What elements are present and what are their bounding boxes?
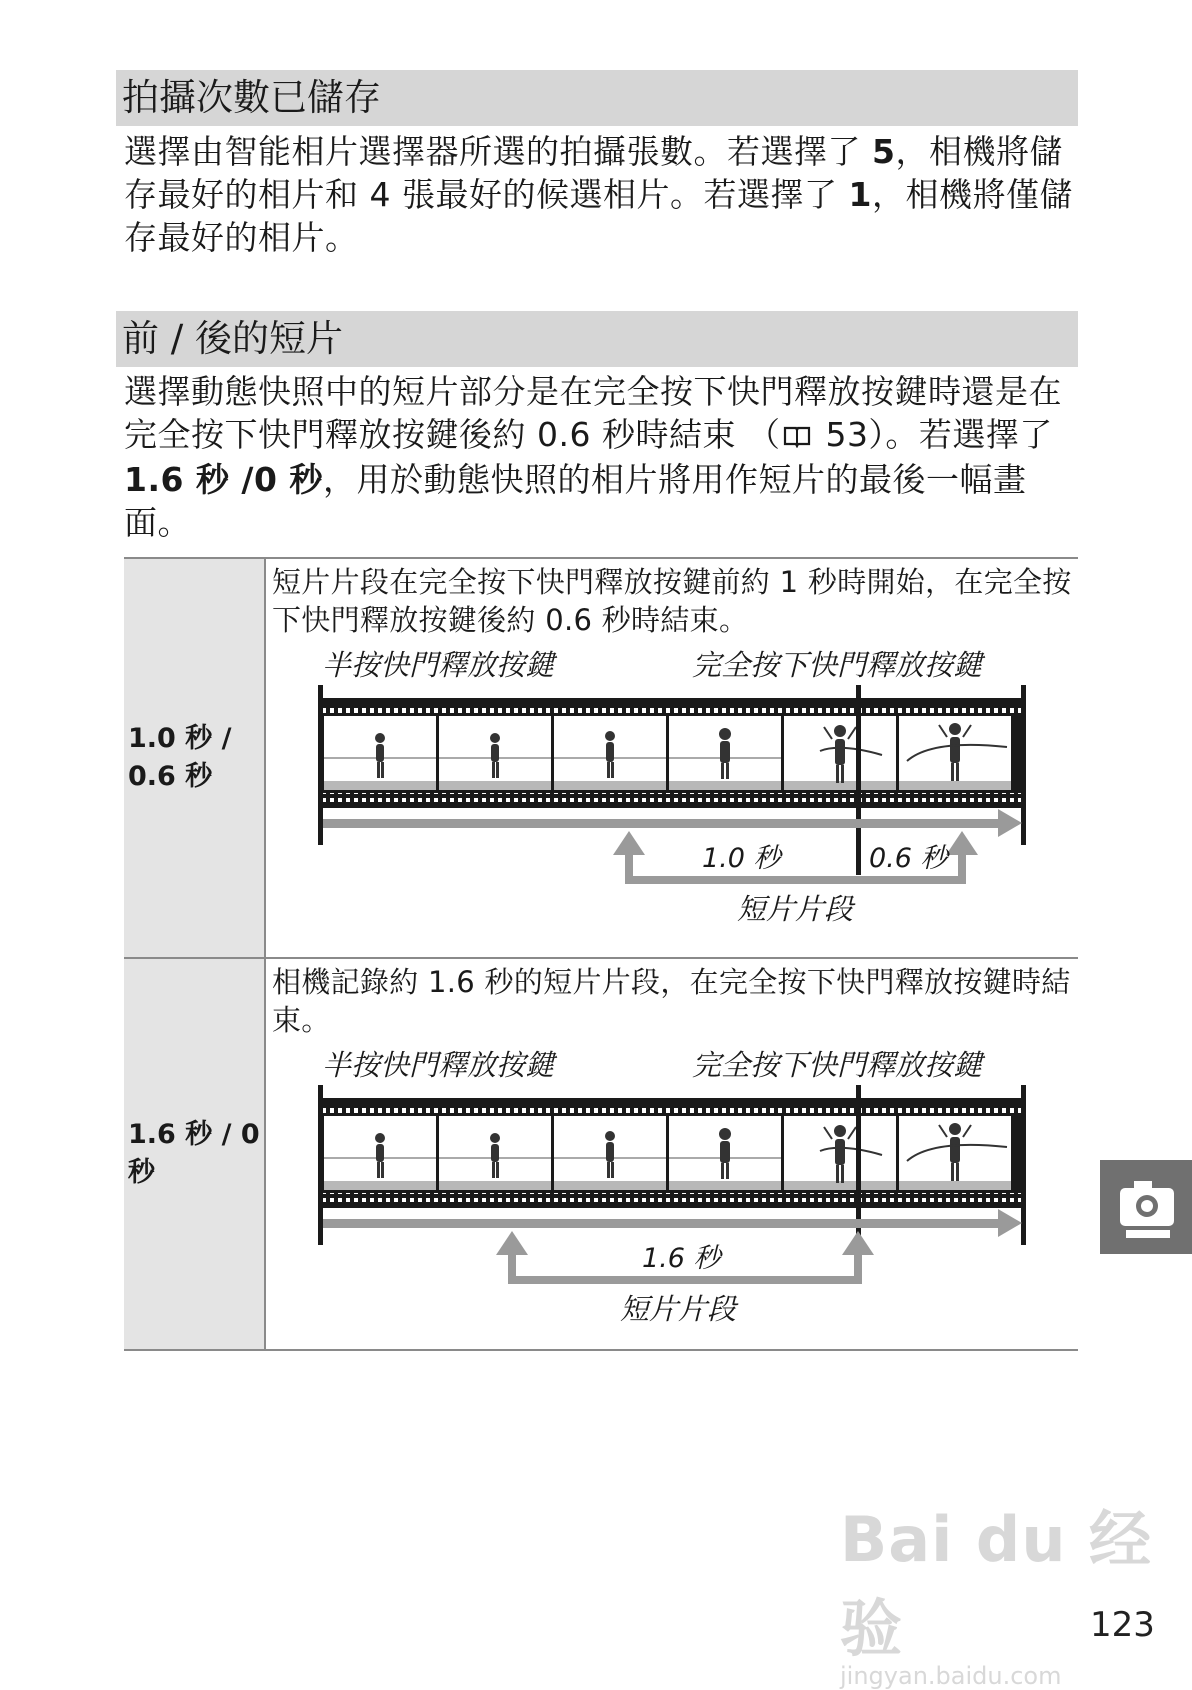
body-text: 選擇由智能相片選擇器所選的拍攝張數。若選擇了 <box>124 132 872 171</box>
half-press-label: 半按快門釋放按鍵 <box>322 648 555 682</box>
table-row <box>124 558 1078 958</box>
full-press-label: 完全按下快門釋放按鍵 <box>692 648 983 682</box>
film-strip <box>322 698 1022 808</box>
timeline-diagram <box>272 1043 1072 1343</box>
full-press-label: 完全按下快門釋放按鍵 <box>692 1048 983 1082</box>
chapter-side-tab <box>1100 1160 1192 1254</box>
clip-segment-label: 短片片段 <box>737 892 854 926</box>
section-heading-text: 拍攝次數已儲存 <box>122 76 381 119</box>
option-description: 相機記錄約 1.6 秒的短片片段，在完全按下快門釋放按鍵時結束。 <box>272 965 1071 1037</box>
body-text: ，相機將僅儲存最好的相片。 <box>124 175 1073 257</box>
watermark-url: jingyan.baidu.com <box>840 1662 1062 1690</box>
option-label: 1.6 秒 / 0 秒 <box>124 958 265 1350</box>
section-body-shots-saved <box>124 130 1079 259</box>
full-press-marker <box>856 685 861 875</box>
baidu-watermark <box>840 1490 1192 1690</box>
clip-duration-label: 1.6 秒 <box>642 1243 721 1274</box>
camera-menu-icon <box>1100 1160 1192 1254</box>
after-duration-label: 0.6 秒 <box>869 843 948 874</box>
clip-segment-label: 短片片段 <box>620 1292 737 1326</box>
bold-value: 1 <box>848 175 872 214</box>
table-row <box>124 958 1078 1350</box>
film-strip <box>322 1098 1022 1208</box>
option-label: 1.0 秒 / 0.6 秒 <box>124 558 265 958</box>
book-icon <box>782 415 812 458</box>
bold-value: 1.6 秒 /0 秒 <box>124 460 323 499</box>
option-description: 短片片段在完全按下快門釋放按鍵前約 1 秒時開始，在完全按下快門釋放按鍵後約 0.6 秒時結束。 <box>272 565 1072 637</box>
option-description-cell <box>265 558 1078 958</box>
before-duration-label: 1.0 秒 <box>702 843 781 874</box>
body-text: 53）。若選擇了 <box>814 415 1053 454</box>
section-heading-text: 前 / 後的短片 <box>122 317 343 360</box>
page-number: 123 <box>1090 1605 1155 1645</box>
half-press-label: 半按快門釋放按鍵 <box>322 1048 555 1082</box>
body-text: ，相機將儲存最好的相片和 4 張最好的候選相片。若選擇了 <box>124 132 1063 214</box>
body-text: ，用於動態快照的相片將用作短片的最後一幅畫面。 <box>124 460 1027 542</box>
bold-value: 5 <box>872 132 896 171</box>
options-table <box>124 557 1078 1351</box>
timeline-arrow <box>323 809 1022 837</box>
timeline-arrow <box>323 1209 1022 1237</box>
body-text: 選擇動態快照中的短片部分是在完全按下快門釋放按鍵時還是在完全按下快門釋放按鍵後約 0.6 秒時結束 （ <box>124 372 1062 454</box>
option-description-cell <box>265 958 1078 1350</box>
timeline-diagram <box>272 643 1072 943</box>
watermark-brand: Bai du 经验 <box>840 1503 1153 1665</box>
section-heading-shots-saved <box>116 70 1078 126</box>
section-heading-before-after <box>116 311 1078 367</box>
section-body-before-after <box>124 370 1079 544</box>
